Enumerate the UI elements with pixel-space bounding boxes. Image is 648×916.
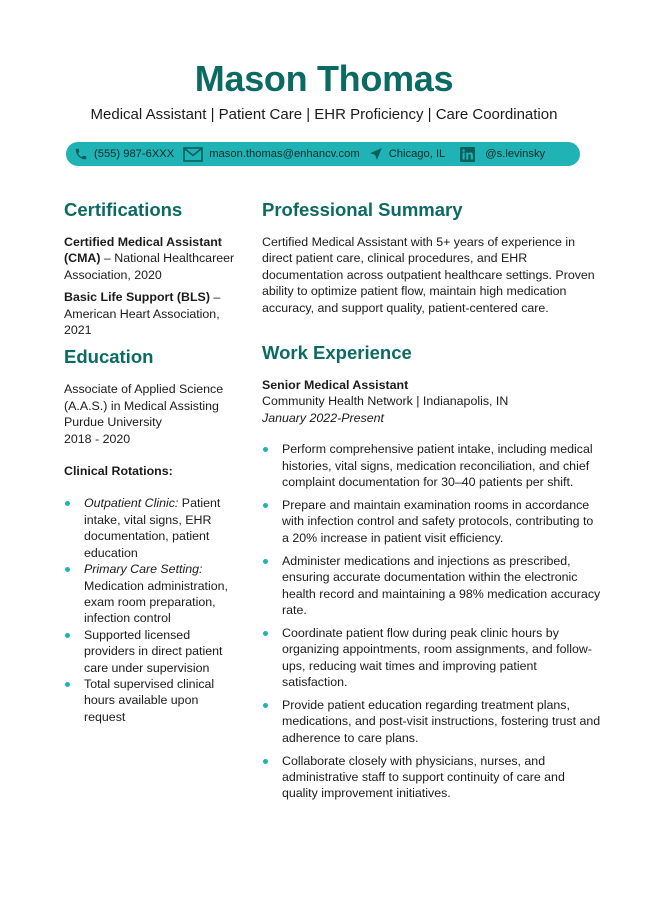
job-bullet: Administer medications and injections as prescribed, ensuring accurate documentation within the electronic health record and maintaining a 98% medication accuracy rate. (262, 553, 602, 619)
rotations-title: Clinical Rotations: (64, 464, 173, 479)
rotation-item: Total supervised clinical hours available upon request (64, 676, 238, 725)
location-arrow-icon (369, 147, 383, 161)
candidate-name: Mason Thomas (194, 58, 454, 99)
contact-email[interactable] (183, 142, 359, 166)
education-section (64, 346, 238, 725)
contact-location (369, 142, 446, 166)
linkedin-text: @s.levinsky (485, 148, 546, 160)
job-bullet: Coordinate patient flow during peak clinic hours by organizing appointments, room assignments, and follow-ups, reducing wait times and improving patient satisfaction. (262, 625, 602, 691)
summary-title: Professional Summary (262, 199, 463, 220)
certification-item (64, 289, 238, 338)
experience-title: Work Experience (262, 342, 412, 364)
contact-bar (66, 142, 580, 166)
certification-issuer: – American Heart Association, 2021 (64, 290, 221, 338)
rotations-list (64, 495, 238, 725)
job-entry (262, 377, 602, 802)
experience-section (262, 342, 602, 802)
email-text: mason.thomas@enhancv.com (209, 148, 360, 160)
job-role: Senior Medical Assistant (262, 378, 409, 393)
education-dates: 2018 - 2020 (64, 431, 131, 446)
job-bullet: Provide patient education regarding treatment plans, medications, and post-visit instructions, fostering trust and adherence to care plans. (262, 697, 602, 746)
certifications-section (64, 199, 238, 338)
certifications-title: Certifications (64, 199, 183, 220)
degree: Associate of Applied Science (A.A.S.) in Medical Assisting (64, 382, 224, 413)
left-column (64, 199, 238, 725)
job-bullets (262, 441, 602, 802)
linkedin-icon (460, 147, 475, 162)
rotation-item: Outpatient Clinic: Patient intake, vital signs, EHR documentation, patient education (64, 495, 238, 561)
envelope-icon (183, 147, 203, 162)
contact-phone[interactable] (74, 142, 174, 166)
job-company: Community Health Network | Indianapolis, IN (262, 394, 509, 409)
headline: Medical Assistant | Patient Care | EHR Proficiency | Care Coordination (90, 106, 558, 123)
school: Purdue University (64, 415, 162, 430)
summary-section (262, 199, 602, 316)
job-dates: January 2022-Present (262, 410, 384, 425)
contact-linkedin[interactable] (460, 142, 545, 166)
certification-item (64, 234, 238, 283)
education-title: Education (64, 346, 154, 368)
phone-text: (555) 987-6XXX (94, 148, 175, 160)
phone-icon (74, 147, 88, 161)
certification-name: Certified Medical Assistant (CMA) (64, 235, 222, 266)
job-bullet: Perform comprehensive patient intake, including medical histories, vital signs, medication reconciliation, and chief complaint documentation for 30–40 patients per shift. (262, 441, 602, 490)
job-bullet: Collaborate closely with physicians, nurses, and administrative staff to support continuity of care and quality improvement initiatives. (262, 753, 602, 802)
summary-text: Certified Medical Assistant with 5+ years of experience in direct patient care, clinical procedures, and EHR documentation across outpatient healthcare settings. Proven ability to optimize patient flow, maintain high medication accuracy, and support quality, patient-centered care. (262, 235, 595, 315)
education-entry (64, 381, 238, 447)
certification-name: Basic Life Support (BLS) (64, 290, 210, 305)
rotation-item: Primary Care Setting: Medication administration, exam room preparation, infection control (64, 561, 238, 627)
certification-issuer: – National Healthcareer Association, 2020 (64, 251, 235, 282)
location-text: Chicago, IL (388, 148, 446, 160)
job-bullet: Prepare and maintain examination rooms in accordance with infection control and safety protocols, contributing to a 20% increase in patient visit efficiency. (262, 497, 602, 546)
right-column (262, 199, 602, 808)
rotation-item: Supported licensed providers in direct patient care under supervision (64, 627, 238, 676)
